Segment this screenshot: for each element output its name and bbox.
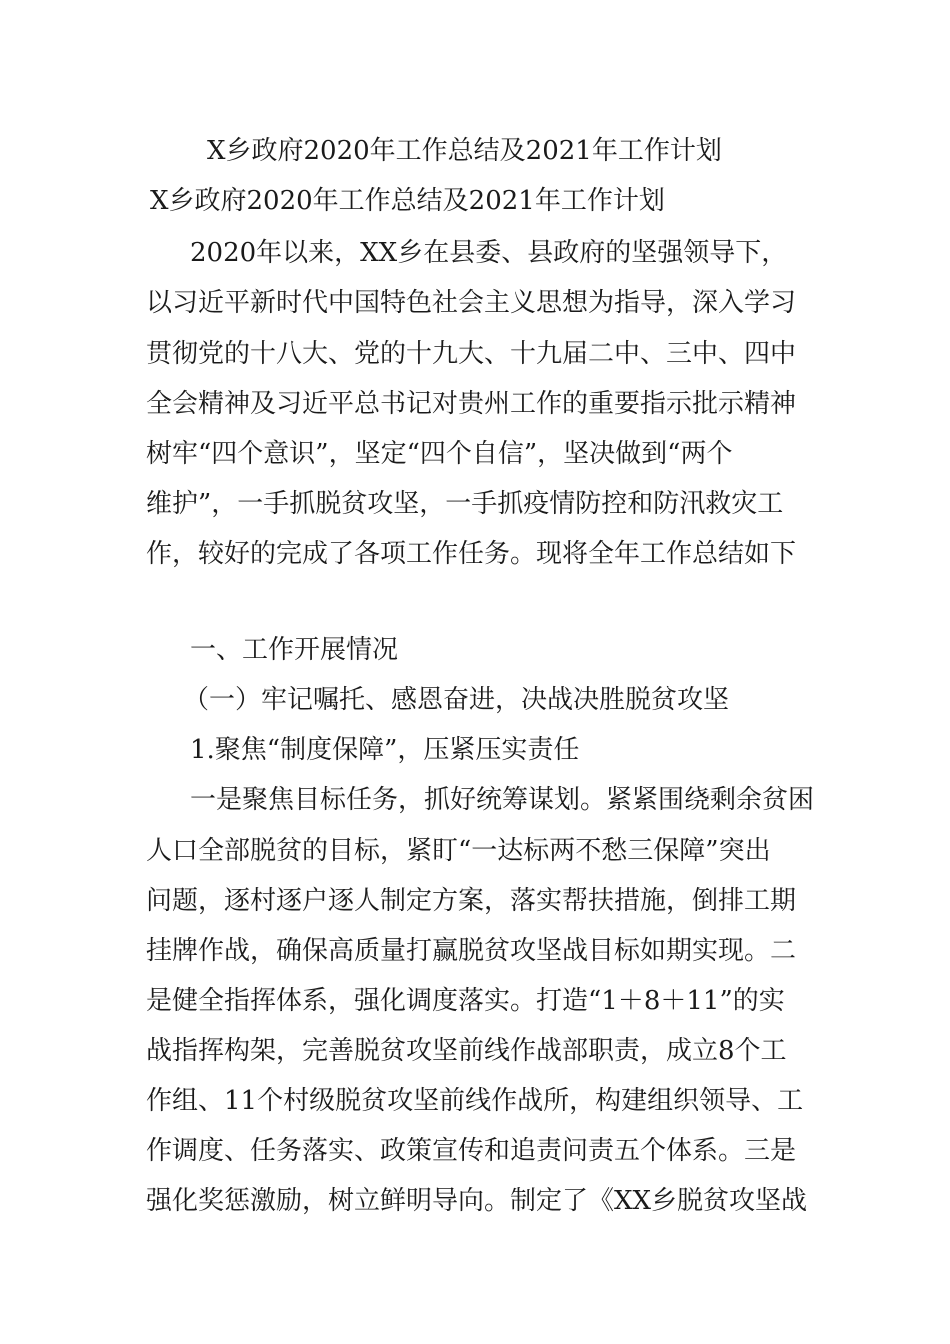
intro-line: 2020年以来，XX乡在县委、县政府的坚强领导下， [190, 238, 788, 268]
subsection-heading: （一）牢记嘱托、感恩奋进，决战决胜脱贫攻坚 [183, 685, 730, 715]
intro-line: 全会精神及习近平总书记对贵州工作的重要指示批示精神 [146, 389, 797, 419]
body-line: 战指挥构架，完善脱贫攻坚前线作战部职责，成立8个工 [146, 1036, 787, 1066]
body-line: 挂牌作战，确保高质量打赢脱贫攻坚战目标如期实现。二 [146, 936, 797, 966]
intro-line: 树牢“四个意识”，坚定“四个自信”，坚决做到“两个 [146, 439, 733, 469]
body-line: 是健全指挥体系，强化调度落实。打造“1＋8＋11”的实 [146, 986, 785, 1016]
document-subtitle: X乡政府2020年工作总结及2021年工作计划 [150, 186, 665, 216]
body-line: 作组、11个村级脱贫攻坚前线作战所，构建组织领导、工 [146, 1086, 804, 1116]
body-line: 作调度、任务落实、政策宣传和追责问责五个体系。三是 [146, 1136, 797, 1166]
body-line: 强化奖惩激励，树立鲜明导向。制定了《XX乡脱贫攻坚战 [146, 1186, 808, 1216]
intro-line: 作，较好的完成了各项工作任务。现将全年工作总结如下 [146, 539, 797, 569]
body-line: 一是聚焦目标任务，抓好统筹谋划。紧紧围绕剩余贫困 [190, 785, 815, 815]
intro-line: 贯彻党的十八大、党的十九大、十九届二中、三中、四中 [146, 339, 797, 369]
item-heading: 1.聚焦“制度保障”，压紧压实责任 [190, 735, 580, 765]
section-heading: 一、工作开展情况 [190, 635, 399, 665]
intro-line: 以习近平新时代中国特色社会主义思想为指导，深入学习 [146, 288, 797, 318]
intro-line: 维护”，一手抓脱贫攻坚，一手抓疫情防控和防汛救灾工 [146, 489, 784, 519]
body-line: 人口全部脱贫的目标，紧盯“一达标两不愁三保障”突出 [146, 836, 771, 866]
document-title: X乡政府2020年工作总结及2021年工作计划 [207, 136, 722, 166]
body-line: 问题，逐村逐户逐人制定方案，落实帮扶措施，倒排工期 [146, 886, 797, 916]
